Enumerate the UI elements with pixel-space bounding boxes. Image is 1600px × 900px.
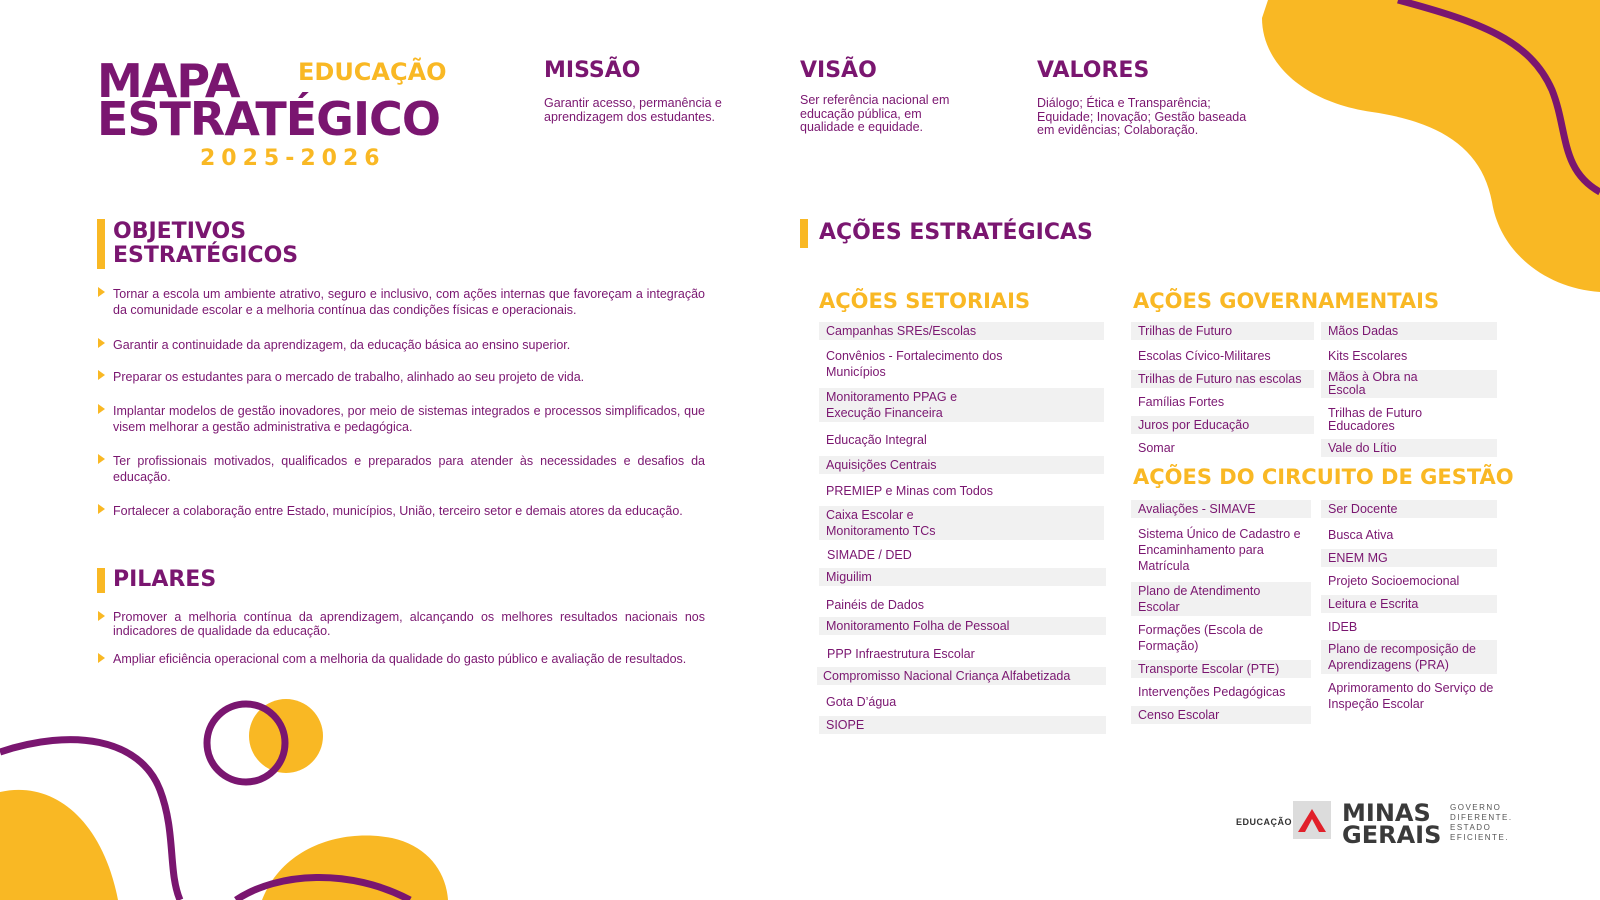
setorial-item: Aquisições Centrais [819, 456, 1104, 474]
bottom-yellow-blob [262, 836, 448, 900]
bullet-arrow-icon [98, 504, 105, 514]
bullet-arrow-icon [98, 653, 105, 663]
bullet-arrow-icon [98, 338, 105, 348]
objetivos-accent-bar [97, 219, 105, 269]
acoes-accent-bar [800, 219, 808, 248]
circuito-item: Transporte Escolar (PTE) [1131, 660, 1311, 678]
bottom-left-yellow-blob [0, 790, 118, 900]
setorial-item: Campanhas SREs/Escolas [819, 322, 1104, 340]
governamental-item: Trilhas de Futuro [1131, 322, 1314, 340]
state-name-line2: GERAIS [1342, 821, 1442, 849]
setoriais-title: AÇÕES SETORIAIS [819, 289, 1031, 313]
objetivo-item: Ter profissionais motivados, qualificados e preparados para atender às necessidades e desafios da educação. [113, 453, 705, 485]
setorial-item: PPP Infraestrutura Escolar [827, 647, 975, 661]
objetivo-item: Tornar a escola um ambiente atrativo, seguro e inclusivo, com ações internas que favoreçam a integração da comunidade escolar e a melhoria contínua das condições físicas e operacionais. [113, 286, 705, 318]
state-name-line1: MINAS [1342, 799, 1431, 827]
governamental-item: Kits Escolares [1328, 349, 1408, 363]
missao-title: MISSÃO [544, 58, 641, 83]
top-right-yellow-blob [1262, 0, 1600, 292]
title-line1: MAPA [97, 54, 240, 108]
acoes-title: AÇÕES ESTRATÉGICAS [819, 220, 1093, 245]
governamental-item: Mãos Dadas [1321, 322, 1497, 340]
bullet-arrow-icon [98, 370, 105, 380]
bullet-arrow-icon [98, 404, 105, 414]
government-slogan: GOVERNO DIFERENTE. ESTADO EFICIENTE. [1450, 803, 1513, 842]
setorial-item: SIOPE [819, 716, 1106, 734]
years-label: 2025-2026 [200, 146, 386, 171]
valores-text: Diálogo; Ética e Transparência; Equidade; Inovação; Gestão baseada em evidências; Colaboração. [1037, 96, 1247, 137]
circuito-item: Avaliações - SIMAVE [1131, 500, 1311, 518]
visao-text: Ser referência nacional em educação pública, em qualidade e equidade. [800, 93, 950, 134]
governamental-item: Somar [1138, 441, 1175, 455]
governamental-item: Juros por Educação [1131, 416, 1314, 434]
circuito-item: Ser Docente [1321, 500, 1497, 518]
subject-label: EDUCAÇÃO [298, 58, 447, 86]
circuito-title: AÇÕES DO CIRCUITO DE GESTÃO [1133, 465, 1514, 489]
bullet-arrow-icon [98, 611, 105, 621]
circuito-item: Aprimoramento do Serviço de Inspeção Escolar [1328, 681, 1494, 711]
objetivos-title [113, 220, 298, 268]
valores-title: VALORES [1037, 58, 1150, 83]
missao-text: Garantir acesso, permanência e aprendizagem dos estudantes. [544, 96, 722, 124]
governamentais-title: AÇÕES GOVERNAMENTAIS [1133, 289, 1440, 313]
governamental-item: Escolas Cívico-Militares [1138, 349, 1271, 363]
visao-title: VISÃO [800, 58, 877, 83]
setorial-item: PREMIEP e Minas com Todos [826, 484, 993, 498]
minas-gerais-logo-mark [1293, 801, 1331, 839]
circuito-item: Leitura e Escrita [1321, 595, 1497, 613]
setorial-item: Painéis de Dados [826, 598, 924, 612]
circuito-item: Busca Ativa [1328, 528, 1394, 542]
setorial-item: Caixa Escolar e Monitoramento TCs [819, 506, 1104, 540]
pilar-item: Promover a melhoria contínua da aprendizagem, alcançando os melhores resultados nacionais nos indicadores de qualidade da educação. [113, 610, 705, 638]
setorial-item: Miguilim [819, 568, 1106, 586]
circuito-item: Plano de recomposição de Aprendizagens (PRA) [1321, 640, 1497, 674]
objetivo-item: Preparar os estudantes para o mercado de trabalho, alinhado ao seu projeto de vida. [113, 369, 705, 385]
objetivo-item: Implantar modelos de gestão inovadores, por meio de sistemas integrados e processos simplificados, que visem melhorar a gestão administrativa e pedagógica. [113, 403, 705, 435]
circuito-item: IDEB [1328, 620, 1358, 634]
setorial-item: Monitoramento PPAG e Execução Financeira [819, 388, 1104, 422]
title-line2: ESTRATÉGICO [97, 92, 440, 146]
circuito-item: Censo Escolar [1131, 706, 1311, 724]
objetivo-item: Fortalecer a colaboração entre Estado, municípios, União, terceiro setor e demais atores da educação. [113, 503, 705, 519]
governamental-item: Famílias Fortes [1138, 395, 1225, 409]
circuito-item: Sistema Único de Cadastro e Encaminhamento para Matrícula [1138, 527, 1301, 573]
setorial-item: Compromisso Nacional Criança Alfabetizada [817, 667, 1106, 685]
footer-dept-label: EDUCAÇÃO [1236, 817, 1293, 827]
governamental-item: Trilhas de Futuro Educadores [1328, 406, 1423, 433]
setorial-item: Convênios - Fortalecimento dos Municípios [826, 349, 1003, 379]
pilar-item: Ampliar eficiência operacional com a melhoria da qualidade do gasto público e avaliação de resultados. [113, 652, 705, 666]
bullet-arrow-icon [98, 287, 105, 297]
setorial-item: SIMADE / DED [827, 548, 912, 562]
circuito-item: Intervenções Pedagógicas [1138, 685, 1286, 699]
circuito-item: Plano de Atendimento Escolar [1131, 582, 1311, 616]
objetivos-title-line1: OBJETIVOS [113, 219, 247, 244]
governamental-item: Mãos à Obra na Escola [1321, 370, 1497, 398]
minas-gerais-triangle-icon [1293, 801, 1331, 839]
circuito-item: Projeto Socioemocional [1328, 574, 1460, 588]
pilares-accent-bar [97, 568, 105, 593]
setorial-item: Gota D’água [826, 695, 897, 709]
governamental-item: Trilhas de Futuro nas escolas [1131, 370, 1314, 388]
setorial-item: Educação Integral [826, 433, 927, 447]
objetivos-title-line2: ESTRATÉGICOS [113, 243, 299, 268]
circuito-item: Formações (Escola de Formação) [1138, 623, 1264, 653]
governamental-item: Vale do Lítio [1321, 439, 1497, 457]
objetivo-item: Garantir a continuidade da aprendizagem, da educação básica ao ensino superior. [113, 337, 705, 353]
bullet-arrow-icon [98, 454, 105, 464]
circuito-item: ENEM MG [1321, 549, 1497, 567]
state-name [1342, 799, 1442, 849]
setorial-item: Monitoramento Folha de Pessoal [819, 617, 1106, 635]
pilares-title: PILARES [113, 567, 217, 592]
